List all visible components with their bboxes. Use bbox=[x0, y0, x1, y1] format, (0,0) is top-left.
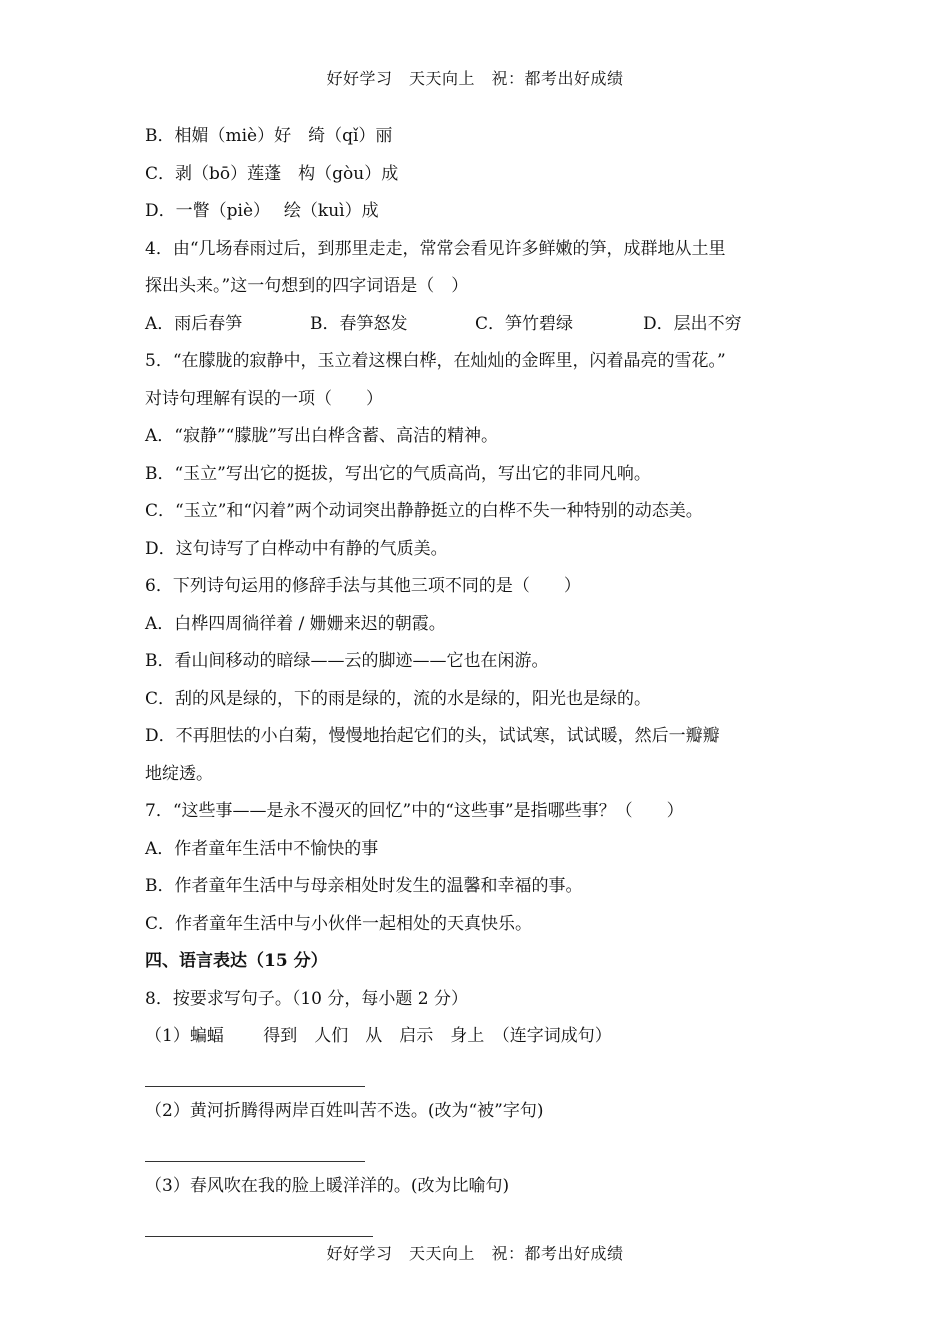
q6-option-c: C．刮的风是绿的，下的雨是绿的，流的水是绿的，阳光也是绿的。 bbox=[145, 688, 652, 709]
q8-item-3: （3）春风吹在我的脸上暖洋洋的。(改为比喻句) bbox=[145, 1176, 510, 1196]
q8-item-2-answer-line[interactable] bbox=[145, 1131, 810, 1169]
q7-option-a: A．作者童年生活中不愉快的事 bbox=[145, 838, 379, 859]
section-4-title: 四、语言表达（15 分） bbox=[145, 951, 328, 971]
q7-stem: 7．“这些事——是永不漫灭的回忆”中的“这些事”是指哪些事？（ ） bbox=[145, 801, 684, 821]
q8-item-3-answer-line[interactable] bbox=[145, 1206, 810, 1244]
q4-option-b: B．春笋怒发 bbox=[310, 313, 408, 334]
q8-item-1-answer-line[interactable] bbox=[145, 1056, 810, 1094]
q5-option-c: C．“玉立”和“闪着”两个动词突出静静挺立的白桦不失一种特别的动态美。 bbox=[145, 501, 703, 521]
q8-item-1: （1）蝙蝠 得到 人们 从 启示 身上 （连字词成句） bbox=[145, 1026, 612, 1046]
q7-option-b: B．作者童年生活中与母亲相处时发生的温馨和幸福的事。 bbox=[145, 876, 583, 896]
q5-option-d: D．这句诗写了白桦动中有静的气质美。 bbox=[145, 538, 448, 559]
page-header: 好好学习 天天向上 祝：都考出好成绩 bbox=[326, 69, 624, 88]
q5-stem-line2: 对诗句理解有误的一项（ ） bbox=[145, 388, 383, 409]
q3-option-d: D．一瞥（piè） 绘（kuì）成 bbox=[145, 201, 379, 221]
page-footer: 好好学习 天天向上 祝：都考出好成绩 bbox=[326, 1244, 624, 1263]
q3-option-b: B．相媚（miè）好 绮（qǐ）丽 bbox=[145, 126, 393, 146]
q8-stem: 8．按要求写句子。（10 分，每小题 2 分） bbox=[145, 988, 468, 1009]
q6-option-a: A．白桦四周徜徉着 / 姗姗来迟的朝霞。 bbox=[145, 613, 446, 634]
q6-option-d-line2: 地绽透。 bbox=[145, 763, 213, 784]
q6-option-b: B．看山间移动的暗绿——云的脚迹——它也在闲游。 bbox=[145, 651, 549, 671]
q4-option-d: D．层出不穷 bbox=[643, 313, 742, 334]
q4-stem-line1: 4．由“几场春雨过后，到那里走走，常常会看见许多鲜嫩的笋，成群地从土里 bbox=[145, 238, 726, 259]
q6-option-d-line1: D．不再胆怯的小白菊，慢慢地抬起它们的头，试试寒，试试暖，然后一瓣瓣 bbox=[145, 726, 720, 746]
q3-option-c: C．剥（bō）莲蓬 构（gòu）成 bbox=[145, 163, 399, 184]
q8-item-2: （2）黄河折腾得两岸百姓叫苦不迭。(改为“被”字句) bbox=[145, 1101, 544, 1121]
q5-option-a: A．“寂静”“朦胧”写出白桦含蓄、高洁的精神。 bbox=[145, 426, 499, 446]
q5-stem-line1: 5．“在朦胧的寂静中，玉立着这棵白桦，在灿灿的金晖里，闪着晶亮的雪花。” bbox=[145, 351, 726, 371]
q6-stem: 6．下列诗句运用的修辞手法与其他三项不同的是（ ） bbox=[145, 576, 581, 596]
q4-stem-line2: 探出头来。”这一句想到的四字词语是（ ） bbox=[145, 276, 469, 296]
exam-content bbox=[145, 118, 810, 1243]
q4-option-c: C．笋竹碧绿 bbox=[475, 313, 574, 334]
q7-option-c: C．作者童年生活中与小伙伴一起相处的天真快乐。 bbox=[145, 913, 533, 934]
q4-options bbox=[145, 306, 810, 344]
q5-option-b: B．“玉立”写出它的挺拔，写出它的气质高尚，写出它的非同凡响。 bbox=[145, 463, 651, 484]
q4-option-a: A．雨后春笋 bbox=[145, 313, 243, 334]
